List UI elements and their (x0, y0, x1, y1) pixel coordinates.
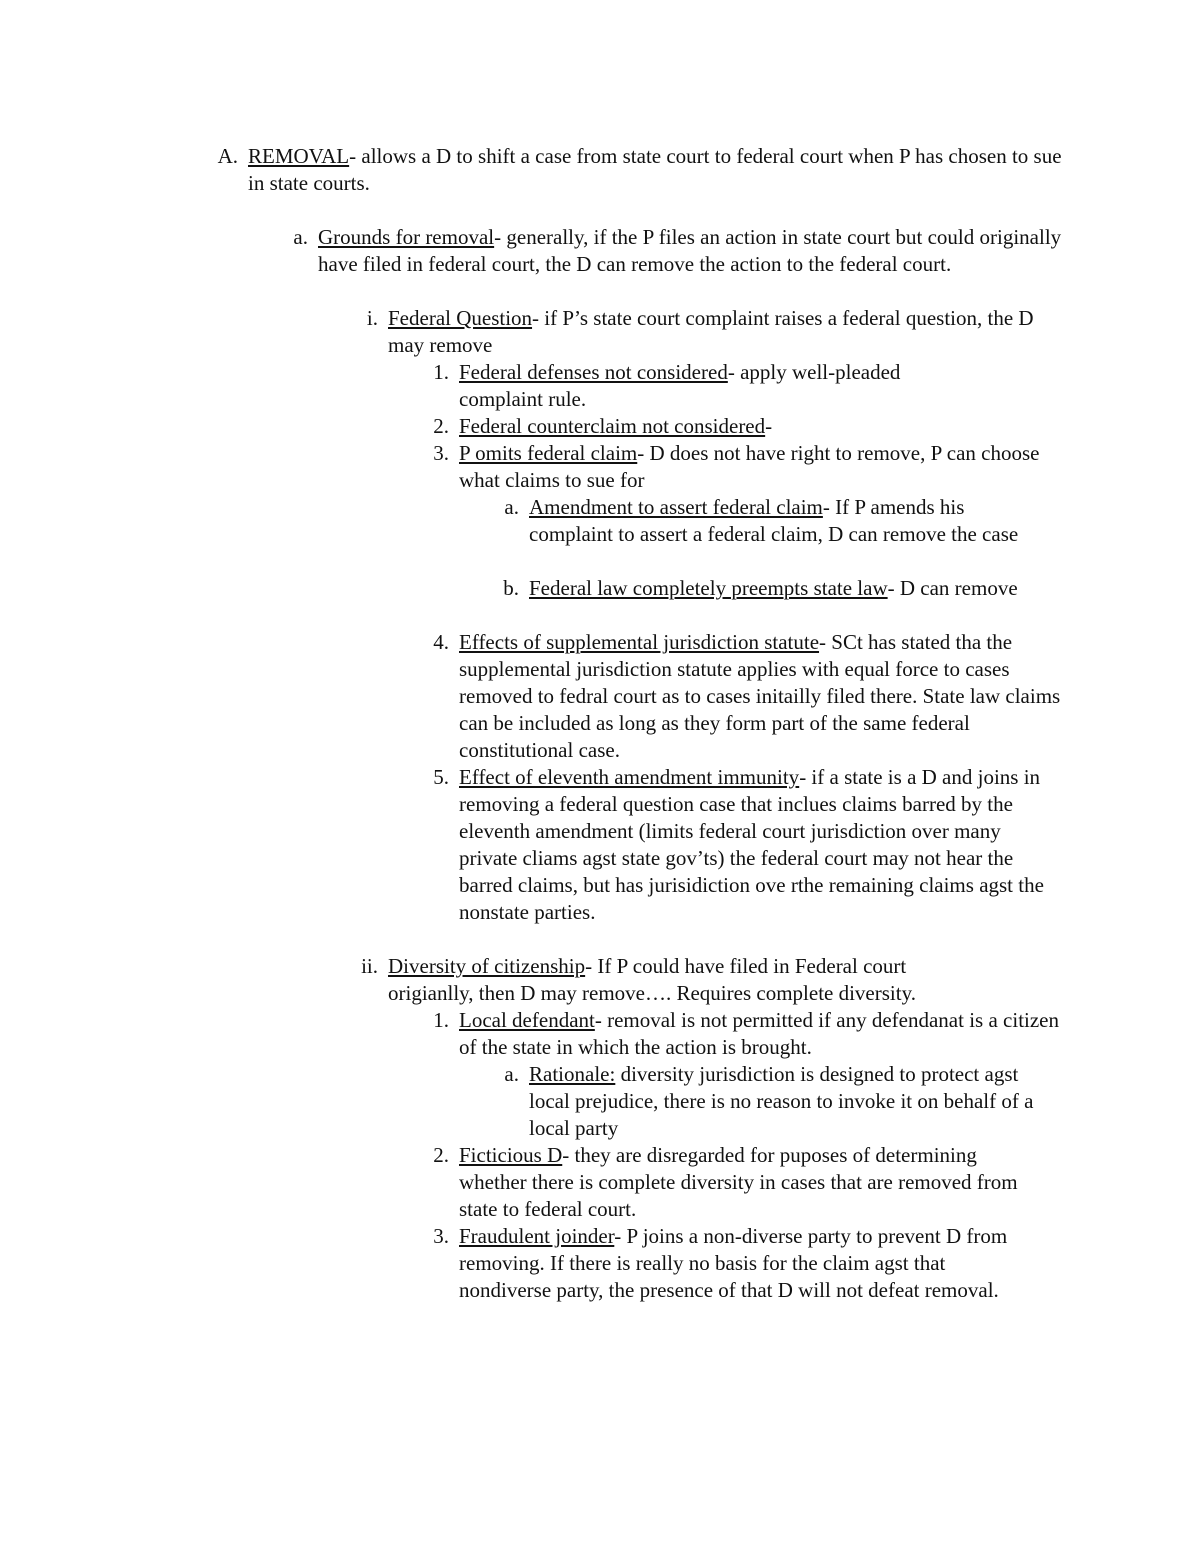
outline-item-local-defendant (433, 1007, 1064, 1061)
list-marker: ii. (361, 954, 378, 978)
item-heading: Federal counterclaim not considered (459, 414, 766, 438)
item-text: - if P’s state court complaint raises a federal question, the D may remove (388, 306, 1034, 357)
list-marker: 2. (433, 1143, 449, 1167)
list-marker: 2. (433, 414, 449, 438)
outline-item-fraudulent-joinder (433, 1223, 1039, 1304)
outline-item-rationale (504, 1061, 1049, 1142)
list-marker: 4. (433, 630, 449, 654)
item-text: - (765, 414, 773, 438)
item-heading: Diversity of citizenship (388, 954, 586, 978)
list-marker: 5. (433, 765, 449, 789)
item-heading: Effects of supplemental jurisdiction statute (459, 630, 820, 654)
outline-item-grounds-for-removal (293, 224, 1068, 278)
item-heading: P omits federal claim (459, 441, 638, 465)
outline-item-federal-counterclaim (433, 413, 1064, 440)
item-heading: Rationale: (529, 1062, 616, 1086)
list-marker: a. (504, 495, 519, 519)
item-text: - they are disregarded for puposes of determining whether there is complete diversity in cases that are removed from state to federal court. (459, 1143, 1018, 1221)
item-heading: Ficticious D (459, 1143, 563, 1167)
list-marker: 3. (433, 441, 449, 465)
list-marker: a. (504, 1062, 519, 1086)
item-heading: Federal law completely preempts state law (529, 576, 888, 600)
item-text: - D can remove (887, 576, 1018, 600)
outline-item-federal-question (366, 305, 1068, 359)
outline-item-federal-law-preempts (503, 575, 1019, 602)
list-marker: b. (503, 576, 519, 600)
item-heading: Federal Question (388, 306, 533, 330)
item-text: - apply well-pleaded complaint rule. (459, 360, 901, 411)
item-heading: REMOVAL (248, 144, 350, 168)
item-text: - D does not have right to remove, P can choose what claims to sue for (459, 441, 1040, 492)
item-text: - generally, if the P files an action in state court but could originally have filed in federal court, the D can remove the action to the federal court. (318, 225, 1062, 276)
outline-item-ficticious-d (433, 1142, 1049, 1223)
item-text: diversity jurisdiction is designed to protect agst local prejudice, there is no reason to invoke it on behalf of a local party (529, 1062, 1034, 1140)
item-heading: Local defendant (459, 1008, 595, 1032)
item-heading: Fraudulent joinder (459, 1224, 615, 1248)
list-marker: i. (366, 306, 378, 330)
outline-item-supplemental-jurisdiction (433, 629, 1064, 764)
list-marker: 1. (433, 360, 449, 384)
item-text: - allows a D to shift a case from state court to federal court when P has chosen to sue in state courts. (248, 144, 1062, 195)
item-text: - P joins a non-diverse party to prevent D from removing. If there is really no basis for the claim agst that nondiverse party, the presence of that D will not defeat removal. (459, 1224, 1008, 1302)
outline-item-diversity-of-citizenship (361, 953, 988, 1007)
outline-item-p-omits-federal-claim (433, 440, 1064, 494)
list-marker: A. (217, 144, 238, 168)
item-heading: Federal defenses not considered (459, 360, 728, 384)
outline-item-federal-defenses (433, 359, 979, 413)
item-text: - SCt has stated tha the supplemental jurisdiction statute applies with equal force to cases removed to fedral court as to cases initailly filed there. State law claims can be included as long as they form part of the same federal constitutional case. (459, 630, 1061, 762)
item-text: - If P amends his complaint to assert a federal claim, D can remove the case (529, 495, 1019, 546)
list-marker: 1. (433, 1008, 449, 1032)
item-text: - removal is not permitted if any defendanat is a citizen of the state in which the action is brought. (459, 1008, 1060, 1059)
item-text: - If P could have filed in Federal court origianlly, then D may remove…. Requires complete diversity. (388, 954, 916, 1005)
item-text: - if a state is a D and joins in removing a federal question case that inclues claims barred by the eleventh amendment (limits federal court jurisdiction over many private cliams agst state gov’ts) the federal court may not hear the barred claims, but has jurisidiction ove rthe remaining claims agst the nonstate parties. (459, 765, 1044, 924)
list-marker: 3. (433, 1224, 449, 1248)
list-marker: a. (293, 225, 308, 249)
outline-item-removal (217, 143, 1068, 197)
item-heading: Grounds for removal (318, 225, 495, 249)
item-heading: Amendment to assert federal claim (529, 495, 823, 519)
outline-item-eleventh-amendment (433, 764, 1044, 926)
outline-item-amendment-federal-claim (504, 494, 1049, 548)
item-heading: Effect of eleventh amendment immunity (459, 765, 800, 789)
